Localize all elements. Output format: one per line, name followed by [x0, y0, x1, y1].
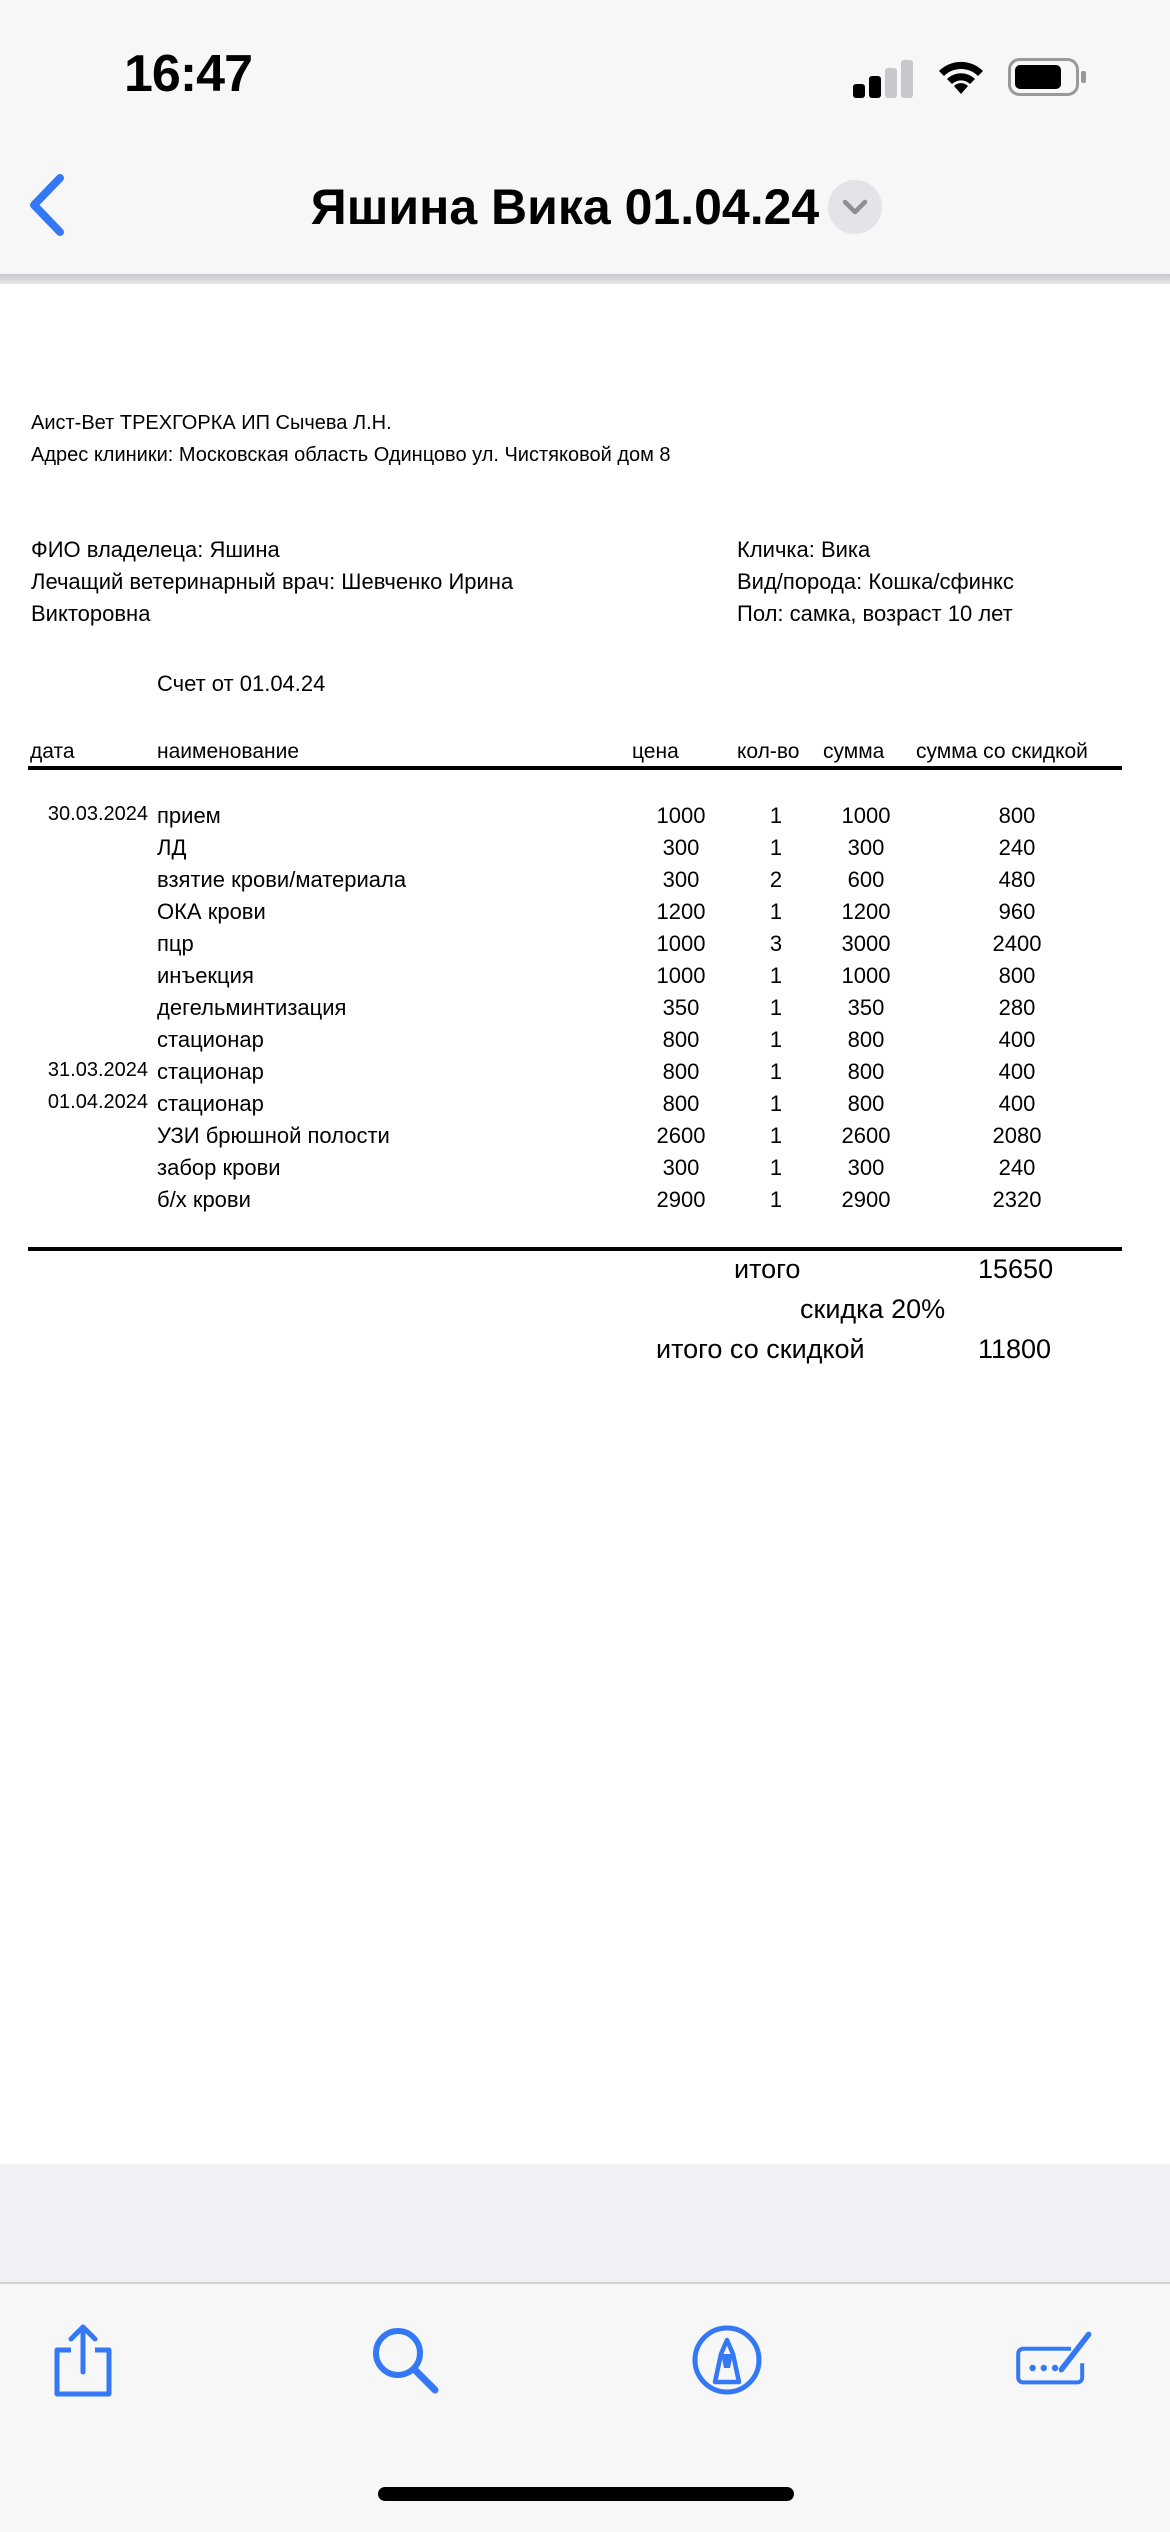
cell-name: стационар	[157, 1091, 264, 1116]
cell-sum-discount: 800	[998, 963, 1036, 988]
viewer-background	[0, 2164, 1170, 2282]
cell-date: 30.03.2024	[47, 803, 148, 825]
share-icon[interactable]	[43, 2320, 123, 2400]
cell-sum-discount: 2080	[992, 1123, 1042, 1148]
column-header-sum-discount: сумма со скидкой	[916, 740, 1088, 763]
cell-qty: 1	[769, 803, 783, 828]
cell-sum: 300	[847, 835, 885, 860]
cell-sum-discount: 280	[998, 995, 1036, 1020]
table-header-rule	[28, 766, 1122, 770]
pet-sex-age: Пол: самка, возраст 10 лет	[737, 601, 1013, 626]
cell-sum: 1000	[841, 803, 891, 828]
cell-name: УЗИ брюшной полости	[157, 1123, 390, 1148]
fill-sign-icon[interactable]	[1015, 2320, 1095, 2400]
cell-qty: 1	[769, 1123, 783, 1148]
wifi-icon	[935, 56, 987, 96]
cell-qty: 3	[769, 931, 783, 956]
cell-name: инъекция	[157, 963, 254, 988]
title-menu-chevron-icon[interactable]	[828, 180, 882, 234]
cell-sum-discount: 2400	[992, 931, 1042, 956]
cell-sum-discount: 400	[998, 1027, 1036, 1052]
cell-name: б/х крови	[157, 1187, 251, 1212]
cell-name: стационар	[157, 1059, 264, 1084]
pet-breed: Вид/порода: Кошка/сфинкс	[737, 569, 1014, 594]
cell-price: 2900	[656, 1187, 706, 1212]
cell-name: взятие крови/материала	[157, 867, 407, 892]
markup-icon[interactable]	[687, 2320, 767, 2400]
cell-qty: 1	[769, 899, 783, 924]
cellular-signal-icon	[853, 58, 913, 98]
column-header-name: наименование	[157, 740, 300, 763]
nav-divider	[0, 274, 1170, 284]
cell-price: 300	[662, 867, 700, 892]
cell-qty: 2	[769, 867, 783, 892]
cell-qty: 1	[769, 1059, 783, 1084]
column-header-price: цена	[632, 740, 679, 763]
document-title-text: Яшина Вика 01.04.24	[310, 179, 820, 235]
discount-label: скидка 20%	[800, 1294, 946, 1324]
total-value: 15650	[978, 1254, 1054, 1284]
pet-name: Кличка: Вика	[737, 537, 871, 562]
cell-name: дегельминтизация	[157, 995, 347, 1020]
cell-price: 350	[662, 995, 700, 1020]
total-label: итого	[734, 1254, 801, 1284]
cell-sum-discount: 400	[998, 1059, 1036, 1084]
total-discount-value: 11800	[978, 1334, 1052, 1364]
invoice-date: Счет от 01.04.24	[157, 671, 326, 696]
cell-price: 1200	[656, 899, 706, 924]
column-header-qty: кол-во	[737, 740, 800, 763]
cell-price: 300	[662, 835, 700, 860]
home-indicator	[378, 2487, 794, 2501]
cell-price: 300	[662, 1155, 700, 1180]
status-bar	[0, 0, 1170, 150]
total-discount-label: итого со скидкой	[656, 1334, 865, 1364]
doctor-name-line2: Викторовна	[31, 601, 151, 626]
cell-sum: 2900	[841, 1187, 891, 1212]
pdf-page[interactable]	[0, 284, 1170, 2164]
cell-sum-discount: 2320	[992, 1187, 1042, 1212]
cell-price: 800	[662, 1027, 700, 1052]
column-header-sum: сумма	[823, 740, 885, 763]
cell-sum: 1000	[841, 963, 891, 988]
owner-name: ФИО владелеца: Яшина	[31, 537, 280, 562]
cell-sum: 800	[847, 1059, 885, 1084]
cell-sum: 350	[847, 995, 885, 1020]
cell-sum: 800	[847, 1091, 885, 1116]
cell-sum-discount: 240	[998, 1155, 1036, 1180]
cell-sum-discount: 480	[998, 867, 1036, 892]
cell-sum-discount: 800	[998, 803, 1036, 828]
cell-date: 01.04.2024	[47, 1091, 148, 1113]
cell-price: 800	[662, 1059, 700, 1084]
cell-sum-discount: 400	[998, 1091, 1036, 1116]
cell-price: 2600	[656, 1123, 706, 1148]
table-bottom-rule	[28, 1247, 1122, 1251]
navigation-bar	[0, 150, 1170, 274]
cell-name: стационар	[157, 1027, 264, 1052]
clinic-name: Аист-Вет ТРЕХГОРКА ИП Сычева Л.Н.	[31, 412, 392, 434]
cell-sum-discount: 960	[998, 899, 1036, 924]
cell-name: ЛД	[157, 835, 187, 860]
cell-name: пцр	[157, 931, 194, 956]
cell-date: 31.03.2024	[47, 1059, 148, 1081]
cell-qty: 1	[769, 1027, 783, 1052]
cell-name: забор крови	[157, 1155, 281, 1180]
cell-qty: 1	[769, 1091, 783, 1116]
cell-qty: 1	[769, 995, 783, 1020]
cell-qty: 1	[769, 963, 783, 988]
cell-sum: 1200	[841, 899, 891, 924]
cell-name: прием	[157, 803, 221, 828]
cell-qty: 1	[769, 835, 783, 860]
cell-sum: 600	[847, 867, 885, 892]
column-header-date: дата	[30, 740, 75, 763]
cell-qty: 1	[769, 1155, 783, 1180]
cell-sum: 300	[847, 1155, 885, 1180]
battery-icon	[1008, 58, 1088, 96]
cell-qty: 1	[769, 1187, 783, 1212]
cell-sum-discount: 240	[998, 835, 1036, 860]
cell-sum: 2600	[841, 1123, 891, 1148]
cell-name: ОКА крови	[157, 899, 266, 924]
status-time: 16:47	[124, 45, 252, 103]
cell-price: 1000	[656, 963, 706, 988]
document-title[interactable]	[0, 178, 1170, 236]
cell-sum: 3000	[841, 931, 891, 956]
cell-price: 1000	[656, 803, 706, 828]
search-icon[interactable]	[365, 2320, 445, 2400]
cell-price: 800	[662, 1091, 700, 1116]
cell-price: 1000	[656, 931, 706, 956]
cell-sum: 800	[847, 1027, 885, 1052]
clinic-address: Адрес клиники: Московская область Одинцово ул. Чистяковой дом 8	[31, 444, 671, 466]
doctor-name-line1: Лечащий ветеринарный врач: Шевченко Ирина	[31, 569, 514, 594]
